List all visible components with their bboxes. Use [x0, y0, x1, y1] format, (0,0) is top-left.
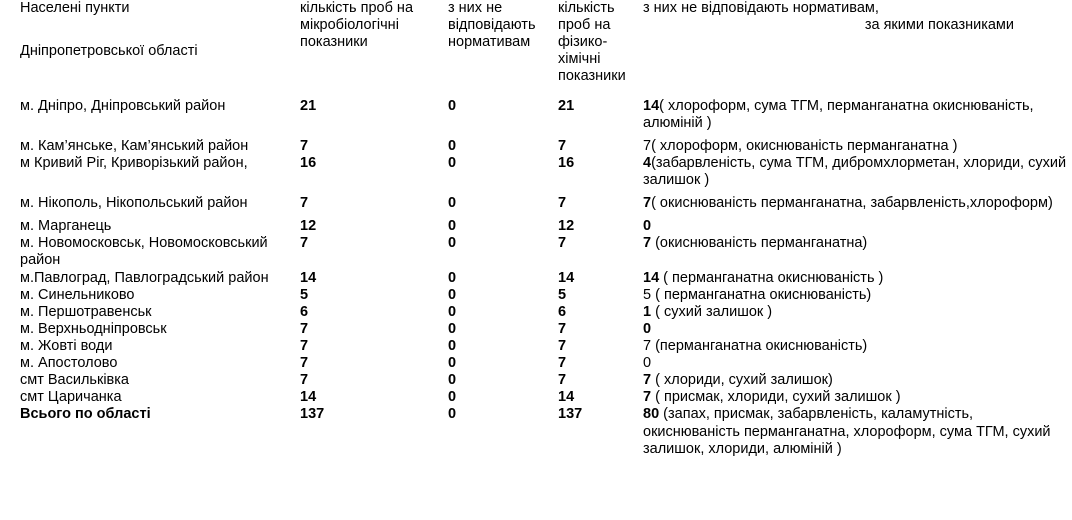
row-bad-note: ( присмак, хлориди, сухий залишок ) — [651, 389, 901, 406]
row-phys-count: 14 — [558, 389, 575, 406]
row-bad-count: 14 — [643, 269, 660, 286]
table-row — [8, 287, 1072, 304]
total-micro-nonconforming: 0 — [448, 406, 457, 423]
row-bad-count: 0 — [643, 218, 652, 235]
row-settlement-name: м. Першотравенськ — [20, 303, 152, 320]
header-cell-phys-count: кількість проб на фізико-хімічні показники — [558, 0, 626, 85]
row-micro-nonconforming: 0 — [448, 269, 457, 286]
table-row — [8, 338, 1072, 355]
row-bad-count: 14 — [643, 97, 660, 114]
row-bad-count: 7 — [643, 137, 652, 154]
row-bad-count: 4 — [643, 154, 652, 171]
row-phys-nonconforming — [643, 235, 1072, 269]
row-bad-count: 7 — [643, 389, 652, 406]
row-phys-nonconforming — [643, 270, 1072, 287]
row-phys-nonconforming — [643, 338, 1072, 355]
total-bad-count: 80 — [643, 406, 660, 423]
row-bad-count: 7 — [643, 372, 652, 389]
row-phys-nonconforming — [643, 372, 1072, 389]
header-cell-settlements — [8, 0, 300, 86]
row-micro-nonconforming: 0 — [448, 154, 457, 171]
header-phys-bad-line2: за якими показниками — [864, 17, 1014, 34]
row-phys-nonconforming — [643, 98, 1072, 132]
row-micro-count: 16 — [300, 154, 317, 171]
row-settlement-name: смт Васильківка — [20, 372, 129, 389]
total-label: Всього по області — [20, 406, 151, 423]
row-micro-nonconforming: 0 — [448, 372, 457, 389]
row-phys-count: 16 — [558, 154, 575, 171]
table-row — [8, 235, 1072, 269]
row-bad-count: 7 — [643, 337, 652, 354]
row-settlement-name: м. Марганець — [20, 218, 112, 235]
header-settlements-line1: Населені пункти — [20, 0, 130, 16]
row-micro-nonconforming: 0 — [448, 320, 457, 337]
row-settlement-name: м. Нікополь, Нікопольський район — [20, 195, 248, 212]
table-row — [8, 218, 1072, 235]
total-phys-count: 137 — [558, 406, 583, 423]
row-phys-nonconforming — [643, 155, 1072, 189]
row-phys-nonconforming — [643, 218, 1072, 235]
header-settlements-line2: Дніпропетровської області — [20, 43, 198, 60]
row-micro-count: 7 — [300, 355, 309, 372]
table-header-row — [8, 0, 1072, 86]
row-settlement-name: м. Дніпро, Дніпровський район — [20, 97, 226, 114]
row-phys-count: 7 — [558, 337, 567, 354]
row-micro-nonconforming: 0 — [448, 137, 457, 154]
row-phys-count: 7 — [558, 235, 567, 252]
row-phys-nonconforming — [643, 355, 1072, 372]
total-micro-count: 137 — [300, 406, 325, 423]
header-cell-phys-nonconforming — [643, 0, 1072, 86]
row-phys-count: 14 — [558, 269, 575, 286]
row-settlement-name: м. Жовті води — [20, 337, 113, 354]
row-bad-note: ( перманганатна окиснюваність ) — [659, 269, 884, 286]
water-quality-table — [8, 0, 1072, 458]
row-settlement-name: м. Кам’янське, Кам’янський район — [20, 137, 249, 154]
row-bad-note: (перманганатна окиснюваність) — [651, 337, 868, 354]
row-micro-nonconforming: 0 — [448, 355, 457, 372]
row-bad-count: 5 — [643, 286, 652, 303]
row-phys-count: 7 — [558, 320, 567, 337]
row-phys-nonconforming — [643, 138, 1072, 155]
row-phys-count: 6 — [558, 303, 567, 320]
table-row — [8, 138, 1072, 155]
row-bad-note: ( хлороформ, сума ТГМ, перманганатна окиснюваність, алюміній ) — [643, 97, 1034, 131]
row-bad-note: (забарвленість, сума ТГМ, дибромхлорметан, хлориди, сухий залишок ) — [643, 154, 1067, 188]
row-micro-nonconforming: 0 — [448, 218, 457, 235]
row-settlement-name: м. Новомосковськ, Новомосковський район — [20, 235, 268, 269]
row-phys-count: 5 — [558, 286, 567, 303]
row-phys-count: 7 — [558, 137, 567, 154]
row-micro-count: 7 — [300, 137, 309, 154]
table-row — [8, 372, 1072, 389]
row-bad-note: ( хлориди, сухий залишок) — [651, 372, 833, 389]
row-settlement-name: м. Апостолово — [20, 355, 118, 372]
row-micro-count: 21 — [300, 97, 317, 114]
table-total-row — [8, 406, 1072, 457]
row-bad-note: (окиснюваність перманганатна) — [651, 235, 868, 252]
header-cell-micro-count: кількість проб на мікробіологічні показники — [300, 0, 414, 51]
row-settlement-name: м.Павлоград, Павлоградський район — [20, 269, 269, 286]
row-bad-note: ( хлороформ, окиснюваність перманганатна ) — [651, 137, 958, 154]
row-phys-nonconforming — [643, 389, 1072, 406]
row-micro-nonconforming: 0 — [448, 337, 457, 354]
header-phys-bad-line1: з них не відповідають нормативам, — [643, 0, 879, 16]
row-bad-count: 7 — [643, 195, 652, 212]
row-settlement-name: м Кривий Ріг, Криворізький район, — [20, 154, 248, 171]
total-phys-nonconforming — [643, 406, 1072, 457]
header-cell-micro-nonconforming: з них не відповідають нормативам — [448, 0, 536, 51]
row-micro-count: 5 — [300, 286, 309, 303]
row-micro-count: 7 — [300, 337, 309, 354]
total-bad-note: (запах, присмак, забарвленість, каламутність, окиснюваність перманганатна, хлороформ, сума ТГМ, сухий залишок, хлориди, алюміній ) — [643, 406, 1051, 457]
table-row — [8, 98, 1072, 132]
row-phys-count: 7 — [558, 372, 567, 389]
row-bad-note: ( сухий залишок ) — [651, 303, 773, 320]
row-micro-count: 6 — [300, 303, 309, 320]
row-bad-note: ( перманганатна окиснюваність) — [651, 286, 872, 303]
table-row — [8, 321, 1072, 338]
row-settlement-name: м. Верхньодніпровськ — [20, 320, 167, 337]
row-settlement-name: м. Синельниково — [20, 286, 135, 303]
row-phys-nonconforming — [643, 287, 1072, 304]
row-micro-count: 14 — [300, 269, 317, 286]
row-bad-count: 0 — [643, 320, 652, 337]
row-bad-count: 7 — [643, 235, 652, 252]
header-spacer — [8, 86, 1072, 98]
table-row — [8, 155, 1072, 189]
table-row — [8, 304, 1072, 321]
row-phys-count: 7 — [558, 355, 567, 372]
row-phys-nonconforming — [643, 195, 1072, 212]
table-row — [8, 355, 1072, 372]
row-micro-count: 12 — [300, 218, 317, 235]
row-micro-nonconforming: 0 — [448, 389, 457, 406]
table-row — [8, 195, 1072, 212]
row-bad-note: ( окиснюваність перманганатна, забарвленість,хлороформ) — [651, 195, 1053, 212]
table-row — [8, 270, 1072, 287]
row-phys-count: 7 — [558, 195, 567, 212]
row-micro-nonconforming: 0 — [448, 286, 457, 303]
row-phys-count: 21 — [558, 97, 575, 114]
row-bad-count: 0 — [643, 355, 652, 372]
row-phys-nonconforming — [643, 304, 1072, 321]
row-phys-nonconforming — [643, 321, 1072, 338]
row-micro-count: 7 — [300, 195, 309, 212]
row-micro-nonconforming: 0 — [448, 195, 457, 212]
row-micro-count: 7 — [300, 320, 309, 337]
row-bad-count: 1 — [643, 303, 652, 320]
row-micro-nonconforming: 0 — [448, 303, 457, 320]
row-micro-nonconforming: 0 — [448, 97, 457, 114]
row-micro-count: 7 — [300, 235, 309, 252]
row-micro-count: 14 — [300, 389, 317, 406]
table-row — [8, 389, 1072, 406]
row-micro-nonconforming: 0 — [448, 235, 457, 252]
row-phys-count: 12 — [558, 218, 575, 235]
row-micro-count: 7 — [300, 372, 309, 389]
row-settlement-name: смт Царичанка — [20, 389, 122, 406]
